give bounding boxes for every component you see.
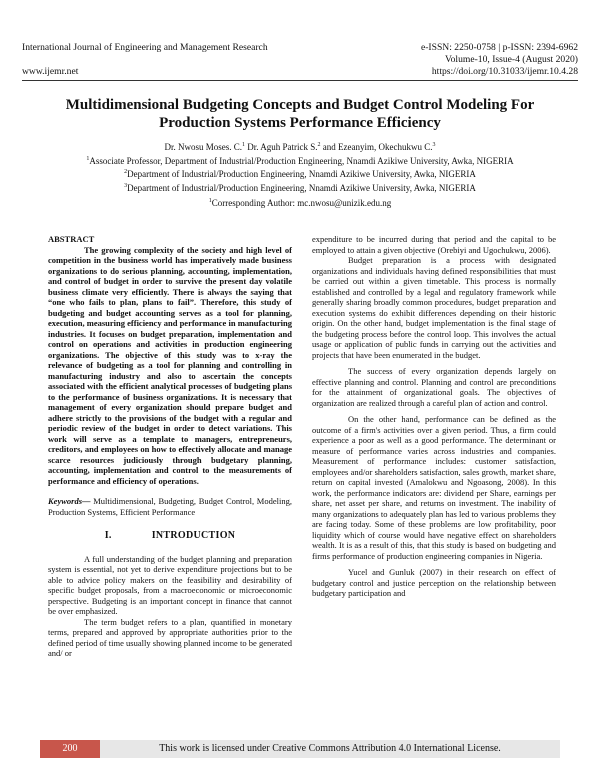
journal-name: International Journal of Engineering and Management Research [22,42,268,53]
right-paragraph-5: Yucel and Gunluk (2007) in their research on effect of budgetary control and justice perception on the relationship between budgetary participation and [312,567,556,598]
doi-link[interactable]: https://doi.org/10.31033/ijemr.10.4.28 [431,66,578,77]
author-2-sup: 2 [317,142,321,148]
author-1-sup: 1 [242,142,246,148]
affiliation-1-text: Associate Professor, Department of Industrial/Production Engineering, Nnamdi Azikiwe University, Awka, NIGERIA [89,155,514,166]
abstract-heading: ABSTRACT [48,234,95,244]
left-column [48,234,292,659]
corresponding-sup: 1 [208,198,212,204]
page-number: 200 [40,740,100,758]
author-3: and Ezeanyim, Okechukwu C. [320,142,433,152]
section-number: I. [104,530,112,541]
right-paragraph-2: Budget preparation is a process with designated organizations and individuals having defined responsibilities that must be carried out within a given timetable. This process is normally established and controlled by a legal and regulatory framework while generally sharing broadly common procedures, budget preparation and execution systems do exhibit differences depending on their historic origin. On the other hand, budget implementation is the final stage of the budgeting process before the control loop. This involves the actual usage or application of public funds in carrying out the activities and projects that have been enumerated in the budget. [312,255,556,360]
right-paragraph-1: expenditure to be incurred during that period and the capital to be employed to attain a given objective (Orebiyi and Ugochukwu, 2006). [312,234,556,255]
volume-issue: Volume-10, Issue-4 (August 2020) [444,54,578,65]
license-text[interactable]: This work is licensed under Creative Commons Attribution 4.0 International License. [159,743,501,754]
footer-bar [40,740,560,758]
right-column [312,234,556,599]
section-title: INTRODUCTION [151,530,236,541]
keywords-text: Multidimensional, Budgeting, Budget Control, Modeling, Production Systems, Efficient Performance [48,496,292,517]
right-paragraph-3: The success of every organization depends largely on effective planning and control. Planning and control are preconditions for the attainment of organizational goals. The objectives of organization are realized through a careful plan of action and control. [312,366,556,408]
author-3-sup: 3 [432,142,436,148]
title-line-2: Production Systems Performance Efficiency [159,115,441,131]
affiliation-2-text: Department of Industrial/Production Engineering, Nnamdi Azikiwe University, Awka, NIGERIA [127,169,476,179]
affiliation-1-sup: 1 [86,155,90,162]
issn: e-ISSN: 2250-0758 | p-ISSN: 2394-6962 [420,42,578,53]
title-line-1: Multidimensional Budgeting Concepts and Budget Control Modeling For [65,97,535,113]
affiliation-1 [22,154,578,168]
affiliation-3 [22,181,578,195]
author-block [22,140,578,194]
author-names [22,140,578,154]
affiliation-3-sup: 3 [124,182,128,189]
affiliation-2 [22,167,578,181]
corresponding-author [22,198,578,208]
affiliation-3-text: Department of Industrial/Production Engineering, Nnamdi Azikiwe University, Awka, NIGERIA [127,182,476,193]
website-link[interactable]: www.ijemr.net [22,66,79,77]
corresponding-text: Corresponding Author: mc.nwosu@unizik.edu.ng [211,198,392,208]
section-heading-introduction [48,531,292,542]
keywords-label: Keywords— [48,496,91,506]
author-2: Dr. Aguh Patrick S. [245,142,318,152]
keywords [48,496,292,517]
paper-title [22,96,578,132]
abstract-body: The growing complexity of the society and high level of competition in the business world has imperatively made business organizations to do serious planning, accounting, implementation, and control of budget in order to survive the present day volatile business climate very efficiently. There is always the saying that “one who fails to plan, plans to fail”. Therefore, this study of budgeting and budget accounting serves as a tool for planning, execution, measuring efficiency and performance in manufacturing industries. It focuses on budget preparation, implementation and control on operations and activities in production engineering organizations. The objective of this study was to x-ray the relevance of budgeting as a tool for planning and controlling in manufacturing industry and also to ascertain the concepts associated with the efficient analytical processes of budgeting plans to the performance of business organizations. It is necessary that management of every organization should prepare budget and adhere strictly to the provisions of the budget with a regular and periodic review of the budget in order to detect variations. This work will serve as a template to managers, entrepreneurs, creditors, and employees on how to effectively allocate and manage scarce resources judiciously through budgetary planning, accounting, implementation and control to the measurements of performance and efficiency of operations. [48,244,292,486]
author-1: Dr. Nwosu Moses. C. [164,142,243,152]
intro-paragraph-2: The term budget refers to a plan, quantified in monetary terms, prepared and approved by appropriate authorities prior to the defined period of time usually showing planned income to be generated and/ or [48,616,292,658]
affiliation-2-sup: 2 [124,169,128,175]
intro-paragraph-1: A full understanding of the budget planning and preparation system is essential, not yet to derive expenditure projections but to be able to advice policy makers on the feasibility and desirability of specific budget proposals, from a macroeconomic or microeconomic perspective. Budgeting is an important concept in finance that cannot be over emphasized. [48,553,292,616]
right-paragraph-4: On the other hand, performance can be defined as the outcome of a firm's activities over a given period. Thus, a firm could experience a poor as well as a good performance. The determinant or measure of performance varies across industries and companies. Measurement of performance includes: customer satisfaction, employees and/or shareholders satisfaction, sales growth, market share, return on capital invested (Amalokwu and Ngoasong, 2008). In this work, the performance indicators are: dividend per Share, earnings per share, net asset per share, and returns on investment. The inability of many organizations to adequately plan has led to various problems they are facing today. Some of these problems are low profitability, poor liquidity which of course would have negative effect on shareholders wealth. It is as a result of this, that this study is based on budgeting and firms performance of production engineering companies in Nigeria. [312,414,556,561]
header-rule [22,80,578,81]
